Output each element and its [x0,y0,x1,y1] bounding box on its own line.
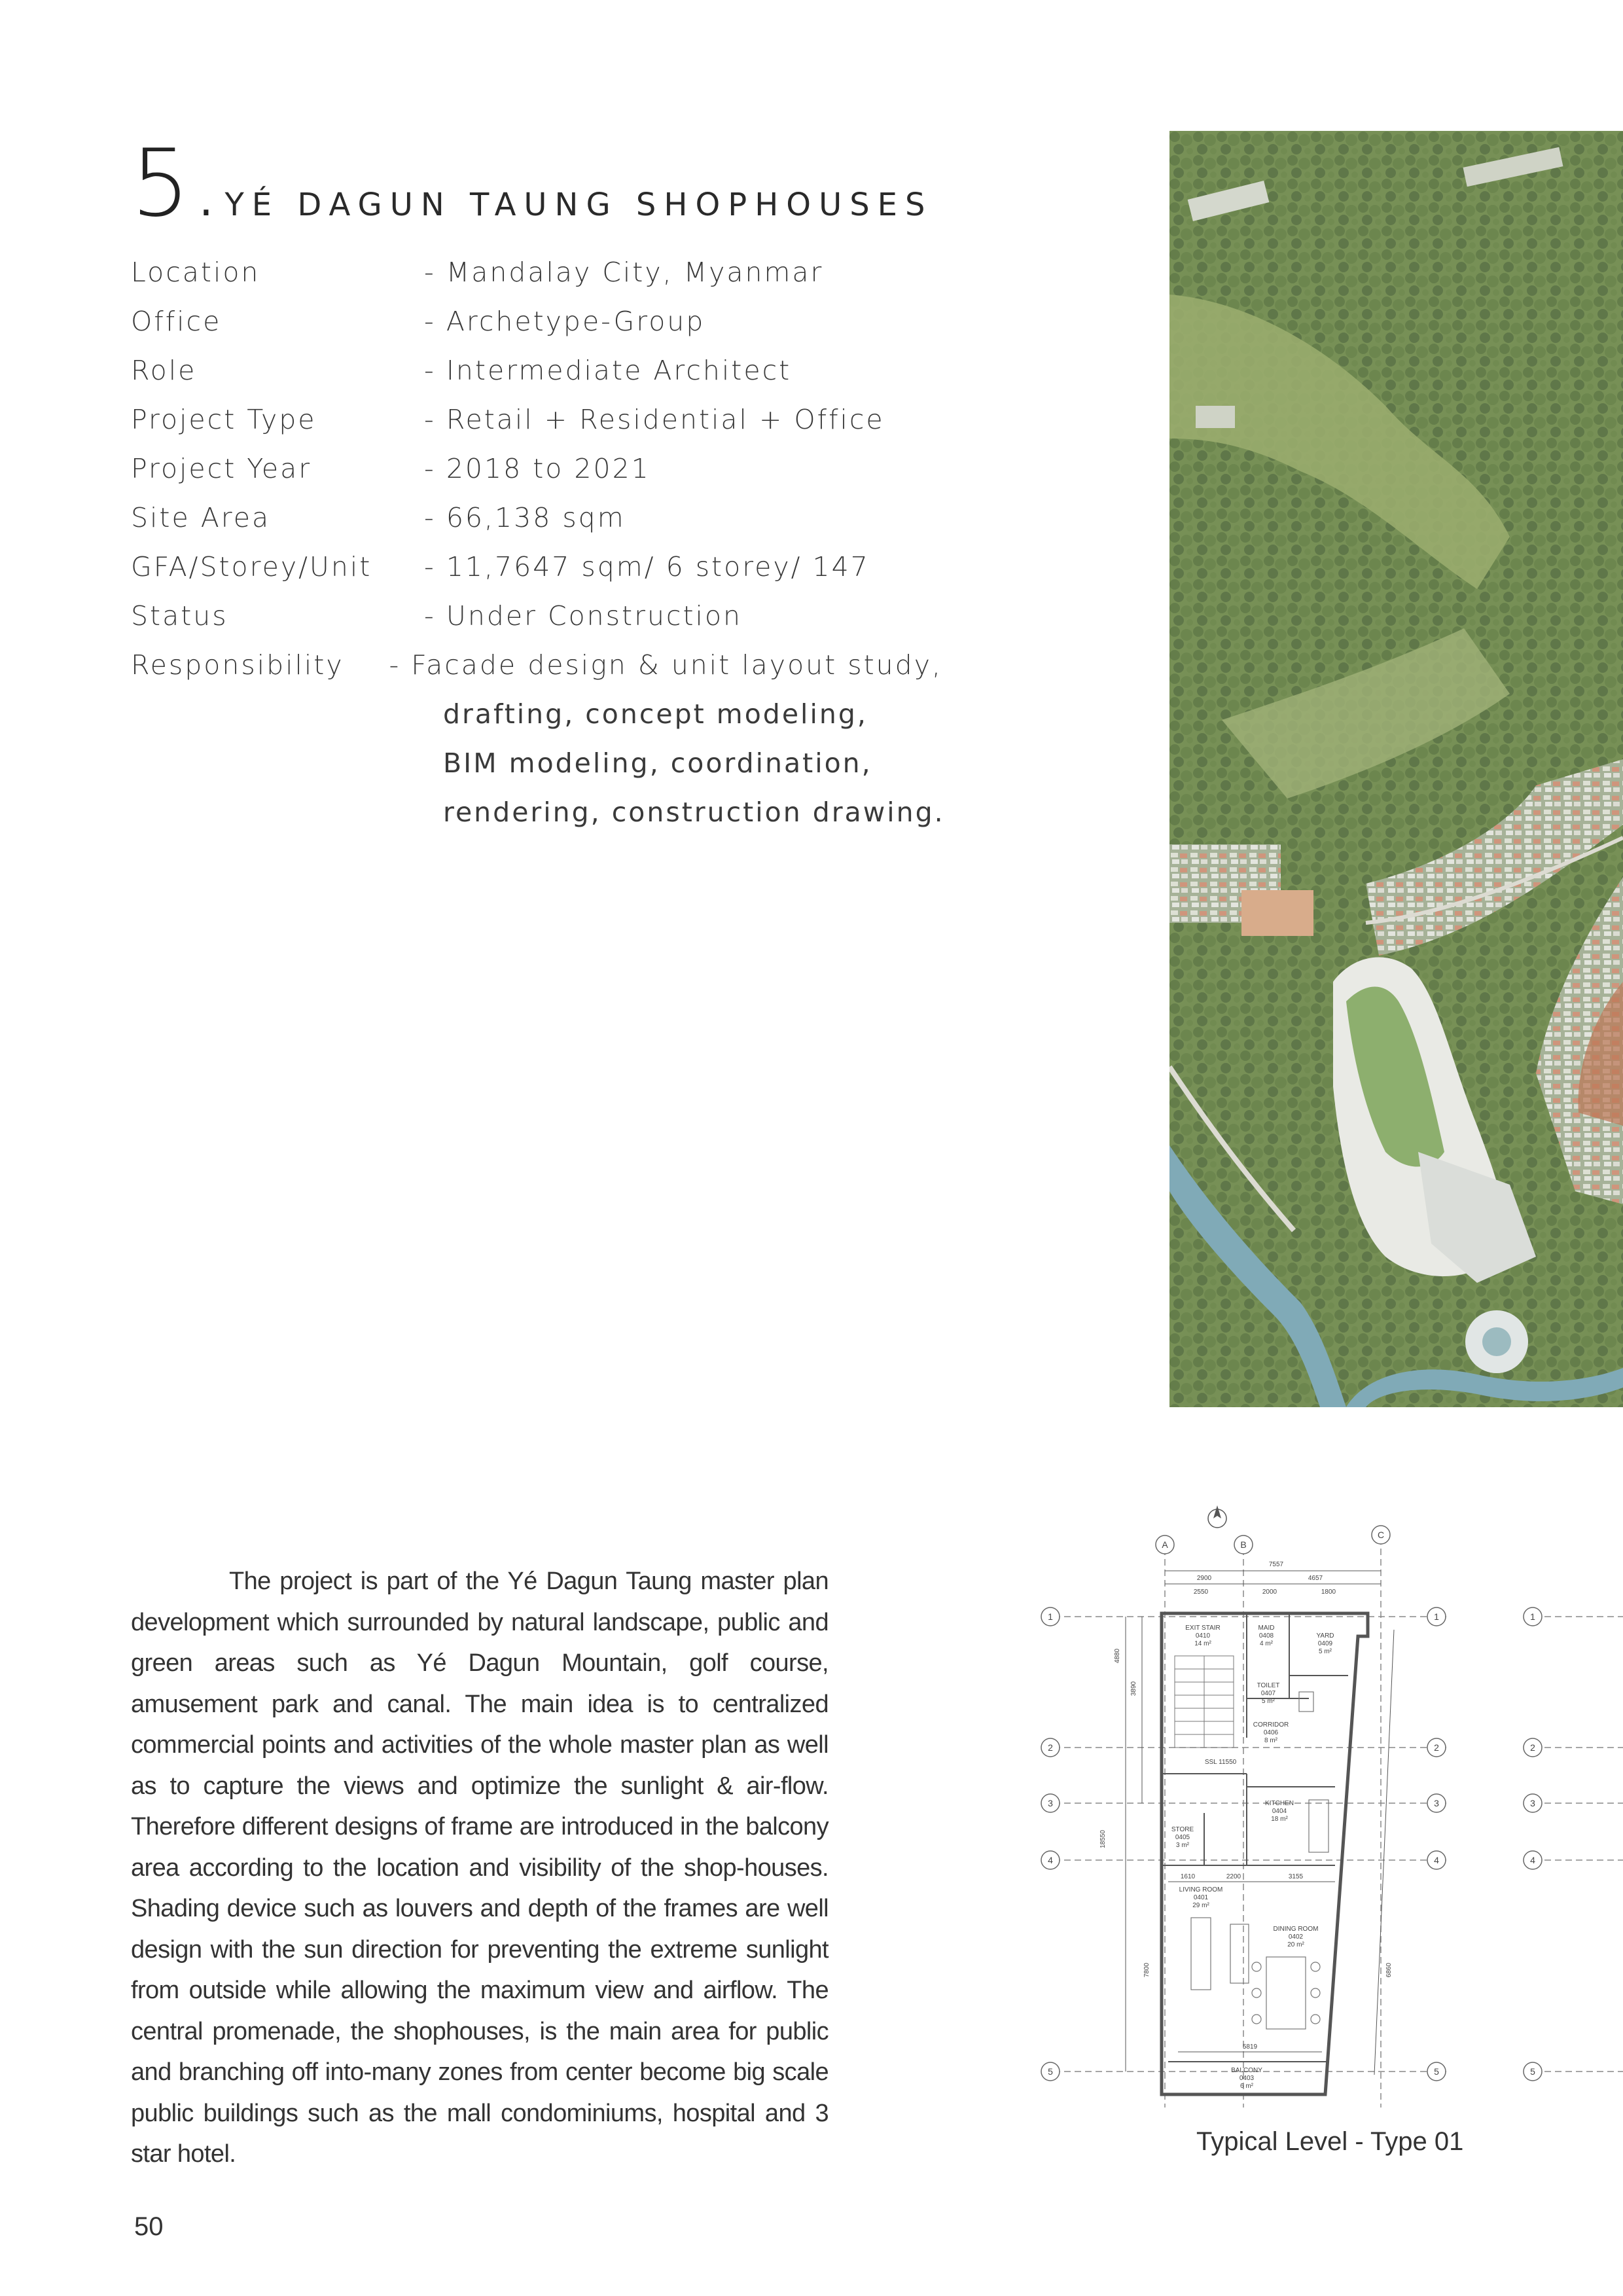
grid-number: 2 [1530,1742,1535,1753]
project-number: 5. [131,130,223,238]
grid-number: 1 [1434,1611,1439,1622]
grid-number: 5 [1048,2066,1053,2077]
info-label: Office [131,305,222,337]
room-area: 14 m² [1194,1640,1211,1647]
info-row-role [131,346,942,395]
room-area: 4 m² [1260,1640,1273,1647]
dim-left-b: 3890 [1130,1681,1137,1696]
room-code: 0401 [1193,1894,1209,1901]
grid-number: 3 [1048,1798,1053,1808]
dim-bottom: 5819 [1242,2043,1258,2051]
ssl-level: SSL 11550 [1204,1759,1237,1766]
info-row-location [131,247,942,296]
info-label: Location [131,256,260,288]
project-info-table [131,247,945,836]
room-code: 0409 [1317,1640,1333,1647]
dim-mid-a: 1610 [1180,1873,1196,1880]
info-value: - Under Construction [424,600,743,632]
responsibility-line: BIM modeling, coordination, [443,747,872,779]
info-row-status [131,591,942,640]
room-labels [1171,1624,1334,2090]
room-area: 20 m² [1287,1941,1304,1948]
room-code: 0407 [1260,1690,1276,1697]
room-name: STORE [1171,1826,1194,1833]
grid-number: 2 [1048,1742,1053,1753]
grid-number: 3 [1530,1798,1535,1808]
dim-left-a: 4880 [1114,1648,1121,1664]
grid-number: 1 [1048,1611,1053,1622]
room-name: EXIT STAIR [1185,1624,1221,1632]
info-row-project-year [131,444,942,493]
grid-number: 4 [1048,1855,1053,1865]
room-name: CORRIDOR [1253,1721,1289,1729]
dim-sub-c: 1800 [1321,1588,1336,1596]
room-code: 0405 [1175,1834,1190,1841]
dim-top-total: 7557 [1268,1561,1284,1568]
room-name: LIVING ROOM [1179,1886,1223,1893]
info-value: - 66,138 sqm [424,501,626,533]
room-name: KITCHEN [1265,1800,1294,1807]
grid-number: 4 [1530,1855,1535,1865]
page-number: 50 [134,2212,164,2241]
floor-plan-drawing [1027,1499,1623,2153]
room-area: 6 m² [1240,2083,1253,2090]
dim-sub-b: 2000 [1262,1588,1277,1596]
grid-number: 1 [1530,1611,1535,1622]
info-label: Project Year [131,452,312,484]
room-name: DINING ROOM [1273,1926,1319,1933]
north-arrow-icon [1208,1505,1226,1528]
dim-top-a: 2900 [1196,1575,1212,1582]
info-value: - 11,7647 sqm/ 6 storey/ 147 [424,550,870,583]
info-value: - Archetype-Group [424,305,705,337]
dim-mid-c: 3155 [1288,1873,1304,1880]
dim-lower: 7800 [1143,1962,1150,1978]
room-code: 0408 [1258,1632,1274,1640]
dim-right-a: 6860 [1385,1962,1393,1978]
info-label: Site Area [131,501,271,533]
responsibility-line: rendering, construction drawing. [443,796,945,828]
room-area: 5 m² [1262,1698,1275,1705]
dim-top-b: 4657 [1308,1575,1323,1582]
room-area: 29 m² [1192,1902,1209,1909]
info-label: Project Type [131,403,317,435]
info-value: - Mandalay City, Myanmar [424,256,824,288]
haze-overlay [1169,131,1623,1407]
room-code: 0406 [1263,1729,1279,1736]
room-area: 3 m² [1176,1842,1189,1849]
project-title: YÉ DAGUN TAUNG SHOPHOUSES [224,187,933,223]
stair [1175,1656,1234,1748]
room-code: 0402 [1288,1933,1304,1941]
info-label: Responsibility [131,649,344,681]
room-name: YARD [1316,1632,1334,1640]
info-value: - Intermediate Architect [424,354,792,386]
room-code: 0410 [1195,1632,1211,1640]
info-value: - 2018 to 2021 [424,452,651,484]
room-area: 8 m² [1264,1737,1277,1744]
grid-number: 3 [1434,1798,1439,1808]
info-row-responsibility [131,640,942,689]
info-label: GFA/Storey/Unit [131,550,372,583]
info-label: Role [131,354,197,386]
room-area: 18 m² [1271,1816,1288,1823]
room-name: BALCONY [1231,2067,1262,2074]
aerial-masterplan-rendering [1169,131,1623,1407]
info-value: - Facade design & unit layout study, [389,649,942,681]
grid-number: 4 [1434,1855,1439,1865]
room-name: MAID [1258,1624,1275,1632]
grid-number: 2 [1434,1742,1439,1753]
grid-letter: B [1240,1539,1247,1550]
room-area: 5 m² [1319,1648,1332,1655]
responsibility-line: drafting, concept modeling, [443,698,868,730]
info-value: - Retail + Residential + Office [424,403,885,435]
plan-caption: Typical Level - Type 01 [1196,2127,1464,2156]
dim-sub-a: 2550 [1193,1588,1209,1596]
info-row-gfa [131,542,942,591]
dim-mid-b: 2200 [1226,1873,1241,1880]
room-code: 0404 [1272,1808,1287,1815]
info-row-project-type [131,395,942,444]
grid-number: 5 [1434,2066,1439,2077]
info-label: Status [131,600,228,632]
project-heading [131,130,933,238]
room-code: 0403 [1239,2075,1255,2082]
project-description: The project is part of the Yé Dagun Taung master plan development which surrounded by natural landscape, public and green areas such as Yé Dagun Mountain, golf course, amusement park and canal. The main idea is to centralized commercial points and activities of the whole master plan as well as to capture the views and optimize the sunlight & air-flow. Therefore different designs of frame are introduced in the balcony area according to the location and visibility of the shop-houses. Shading device such as louvers and depth of the frames are well design with the sun direction for preventing the extreme sunlight from outside while allowing the maximum view and airflow. The central promenade, the shophouses, is the main area for public and branching off into-many zones from center become big scale public buildings such as the mall condominiums, hospital and 3 star hotel. [131,1568,829,2168]
dim-side-total: 18550 [1099,1830,1107,1848]
info-row-site-area [131,493,942,542]
grid-letter: A [1162,1539,1168,1550]
info-row-office [131,296,942,346]
grid-number: 5 [1530,2066,1535,2077]
room-name: TOILET [1257,1682,1280,1689]
grid-letter: C [1377,1530,1385,1540]
